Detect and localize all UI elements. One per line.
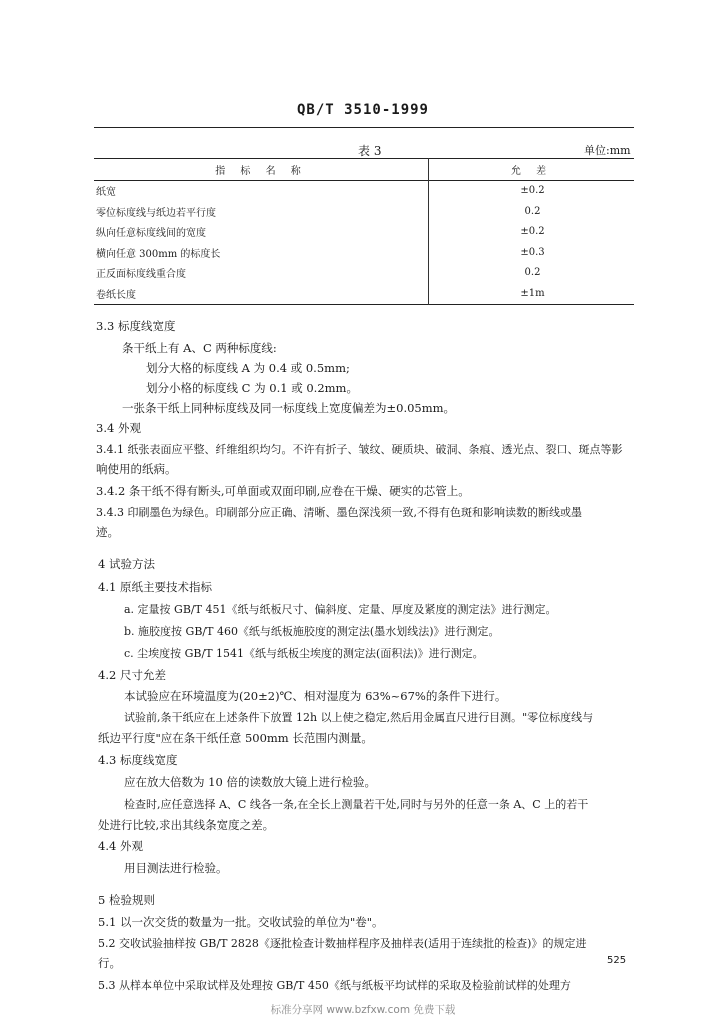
table-cell-value: 0.2 — [429, 201, 635, 222]
table-cell-value: ±0.2 — [429, 180, 635, 201]
table-cell-value: ±0.2 — [429, 222, 635, 243]
table-cell-name: 横向任意 300mm 的标度长 — [96, 248, 221, 260]
section-heading-4-1: 4.1 原纸主要技术指标 — [98, 580, 212, 594]
section-heading-4-3: 4.3 标度线宽度 — [98, 753, 178, 767]
body-text: 应在放大倍数为 10 倍的读数放大镜上进行检验。 — [124, 775, 376, 789]
section-heading-5: 5 检验规则 — [98, 893, 155, 907]
unit-label: 单位:mm — [584, 144, 631, 157]
table-header-row — [94, 159, 634, 181]
body-text: 条干纸上有 A、C 两种标度线: — [122, 341, 277, 355]
body-text: 划分大格的标度线 A 为 0.4 或 0.5mm; — [146, 361, 350, 375]
body-text: 5.1 以一次交货的数量为一批。交收试验的单位为"卷"。 — [98, 915, 384, 929]
body-text: 3.4.2 条干纸不得有断头,可单面或双面印刷,应卷在干燥、硬实的芯管上。 — [96, 484, 470, 498]
body-text: 试验前,条干纸应在上述条件下放置 12h 以上使之稳定,然后用金属直尺进行目测。"零位标度线与 — [124, 711, 594, 724]
doc-code: QB/T 3510-1999 — [296, 102, 429, 118]
footer-watermark: 标准分享网 www.bzfxw.com 免费下载 — [270, 1004, 456, 1016]
section-heading-4-4: 4.4 外观 — [98, 839, 143, 853]
section-heading-4: 4 试验方法 — [98, 557, 155, 571]
table-cell-name: 纸宽 — [96, 187, 116, 199]
column-header-value: 允 差 — [510, 165, 553, 177]
table-cell-name: 纵向任意标度线间的宽度 — [96, 228, 206, 240]
body-text: 3.4.3 印刷墨色为绿色。印刷部分应正确、清晰、墨色深浅须一致,不得有色斑和影响读数的断线或墨 — [96, 506, 582, 519]
table-row — [94, 283, 634, 304]
body-text: a. 定量按 GB/T 451《纸与纸板尺寸、偏斜度、定量、厚度及紧度的测定法》进行测定。 — [124, 603, 557, 616]
table-cell-name: 卷纸长度 — [96, 289, 136, 301]
body-text: 一张条干纸上同种标度线及同一标度线上宽度偏差为±0.05mm。 — [122, 401, 456, 415]
body-text: 3.4.1 纸张表面应平整、纤维组织均匀。不许有折子、皱纹、硬质块、破洞、条痕、透光点、裂口、斑点等影 — [96, 443, 623, 456]
table-row — [94, 263, 634, 284]
table-row — [94, 180, 634, 201]
body-text: 纸边平行度"应在条干纸任意 500mm 长范围内测量。 — [98, 731, 373, 745]
table-row — [94, 201, 634, 222]
page-number: 525 — [607, 955, 627, 966]
body-text: 用目测法进行检验。 — [124, 861, 228, 875]
body-text: b. 施胶度按 GB/T 460《纸与纸板施胶度的测定法(墨水划线法)》进行测定。 — [124, 625, 500, 638]
table-row — [94, 242, 634, 263]
body-text: 检查时,应任意选择 A、C 线各一条,在全长上测量若干处,同时与另外的任意一条 A、C 上的若干 — [124, 798, 589, 811]
body-text: 5.3 从样本单位中采取试样及处理按 GB/T 450《纸与纸板平均试样的采取及检验前试样的处理方 — [98, 979, 571, 992]
body-text: 处进行比较,求出其线条宽度之差。 — [98, 818, 275, 832]
table-cell-name: 正反面标度线重合度 — [96, 269, 186, 281]
body-text: 响使用的纸病。 — [96, 462, 177, 476]
table-cell-value: 0.2 — [429, 263, 635, 284]
body-text: 划分小格的标度线 C 为 0.1 或 0.2mm。 — [146, 381, 358, 395]
body-text: 迹。 — [96, 525, 119, 539]
table-cell-value: ±1m — [429, 283, 635, 304]
tolerance-table — [94, 158, 634, 305]
table-caption: 表 3 — [358, 144, 382, 158]
body-text: 5.2 交收试验抽样按 GB/T 2828《逐批检查计数抽样程序及抽样表(适用于连续批的检查)》的规定进 — [98, 937, 587, 950]
body-text: 本试验应在环境温度为(20±2)℃、相对湿度为 63%~67%的条件下进行。 — [124, 689, 507, 703]
body-text: c. 尘埃度按 GB/T 1541《纸与纸板尘埃度的测定法(面积法)》进行测定。 — [124, 647, 484, 660]
body-text: 行。 — [98, 956, 121, 970]
table-cell-name: 零位标度线与纸边若平行度 — [96, 207, 216, 219]
table-cell-value: ±0.3 — [429, 242, 635, 263]
section-heading-3-4: 3.4 外观 — [96, 421, 141, 435]
header-rule — [94, 127, 634, 128]
table-row — [94, 222, 634, 243]
section-heading-3-3: 3.3 标度线宽度 — [96, 319, 176, 333]
section-heading-4-2: 4.2 尺寸允差 — [98, 668, 166, 682]
column-header-name: 指 标 名 称 — [94, 159, 429, 181]
